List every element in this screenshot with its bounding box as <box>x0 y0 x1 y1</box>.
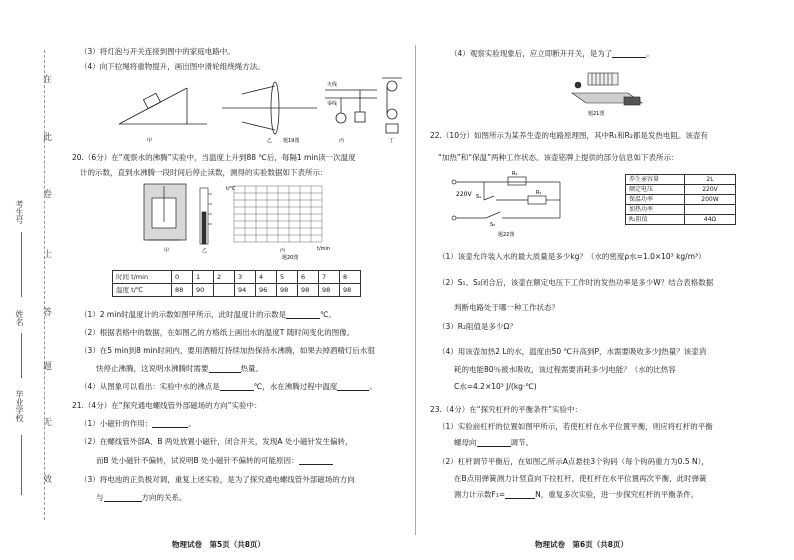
q22-3-text: （3）R₂阻值是多少Ω？ <box>438 322 517 331</box>
spec-value: 200W <box>685 195 736 205</box>
q21-1-end: 。 <box>188 419 196 428</box>
q23-1b-text <box>454 438 533 447</box>
spec-label: 养生壶容量 <box>626 175 685 185</box>
r1-label: R₁ <box>536 190 542 196</box>
answer-blank[interactable] <box>286 310 320 319</box>
fig19-caption: 题19图 <box>283 138 300 144</box>
answer-blank[interactable] <box>505 490 535 499</box>
seal-char: 此 <box>43 133 53 143</box>
q21-2a-text: （2）在螺线管外部A、B 两处放置小磁针，闭合开关，发现A 处小磁针发生偏转， <box>80 437 353 446</box>
q23-2b-text: 在B点用弹簧测力计竖直向下拉杠杆，使杠杆在水平位置再次平衡，此时弹簧 <box>454 474 707 483</box>
table-row <box>626 195 736 205</box>
q21-1-prompt: （1）小磁针的作用： <box>80 419 153 428</box>
school-field[interactable] <box>21 435 22 495</box>
q23-2c-end: N，重复多次实验，进一步探究杠杆的平衡条件。 <box>535 490 699 499</box>
fig20-label-a: 甲 <box>164 248 170 254</box>
page-divider <box>415 45 416 535</box>
fig19-label-b: 乙 <box>267 138 273 144</box>
q20-3b-text <box>96 364 263 373</box>
q20-3b-end: 热量。 <box>240 364 263 373</box>
fig19-label-a: 甲 <box>147 138 153 144</box>
answer-blank[interactable] <box>104 493 142 502</box>
seal-char: 无 <box>43 418 53 428</box>
candidate-number-field[interactable] <box>21 232 22 297</box>
spec-label: 保温功率 <box>626 195 685 205</box>
fig20-label-c: 丙 <box>280 248 286 254</box>
q21-3b-end: 方向的关系。 <box>141 493 187 502</box>
fig19-label-d: 丁 <box>389 138 395 144</box>
table-cell: 5 <box>277 271 298 284</box>
q20-intro-1: 20.（6分）在“观察水的沸腾”实验中，当温度上升到88 ℃后，每隔1 min读一次温度 <box>72 153 356 162</box>
grid-time-axis: t/min <box>317 246 331 252</box>
table-cell: 98 <box>298 284 319 297</box>
table-cell: 4 <box>256 271 277 284</box>
table-cell: 1 <box>193 271 214 284</box>
fig22-caption: 题22图 <box>498 232 515 238</box>
thermometer-diagram <box>200 188 212 244</box>
q21-3b-text <box>96 493 187 502</box>
answer-blank[interactable] <box>299 456 333 465</box>
binding-strip <box>0 0 62 560</box>
q20-4-end: 。 <box>369 382 377 391</box>
table-cell: 0 <box>172 271 193 284</box>
s1-label: S₁ <box>476 194 482 200</box>
q23-1a-text: （1）实验前杠杆的位置如图甲所示，若使杠杆在水平位置平衡，则应将杠杆的平衡 <box>438 422 713 431</box>
pulley-diagram <box>382 78 402 133</box>
q22-4b-text: 耗的电能80％被水吸收，该过程需要消耗多少J电能？（水的比热容 <box>454 365 676 374</box>
r2-label: R₂ <box>512 171 518 177</box>
name-label: 姓名 <box>15 310 24 326</box>
q20-2-text: （2）根据表格中的数据，在如图乙的方格纸上画出水的温度T 随时间变化的图像。 <box>80 328 355 337</box>
seal-char: 在 <box>43 75 53 85</box>
page-6-footer: 物理试卷 第6页（共8页） <box>535 540 628 549</box>
kettle-spec-table <box>625 174 736 225</box>
q23-2c-text <box>454 490 698 499</box>
q20-4-text <box>80 382 377 391</box>
q23-1b-prompt: 螺母向 <box>454 438 477 447</box>
grid-temp-axis: t/℃ <box>226 186 236 192</box>
q22-intro-2: “加热”和“保温”两种工作状态。该壶铭牌上提供的部分信息如下表所示： <box>438 153 679 162</box>
q21-2b-text <box>96 456 333 465</box>
answer-blank[interactable] <box>337 382 369 391</box>
spec-value: 220V <box>685 185 736 195</box>
school-label: 毕业学校 <box>15 390 24 422</box>
seal-line <box>44 50 45 520</box>
name-field[interactable] <box>21 333 22 378</box>
spec-label: 加热功率 <box>626 205 685 215</box>
seal-char: 卷 <box>43 190 53 200</box>
table-cell-blank[interactable] <box>214 284 235 297</box>
page-5 <box>62 0 412 560</box>
temperature-table <box>112 270 361 297</box>
q22-intro-1: 22.（10分）如图所示为某养生壶的电路原理图，其中R₁和R₂都是发热电阻。该壶有 <box>430 131 708 140</box>
seal-char: 效 <box>43 475 53 485</box>
table-cell: 8 <box>340 271 361 284</box>
fig21-caption: 题21图 <box>588 111 605 117</box>
q20-1-unit: ℃。 <box>320 310 337 319</box>
seal-char: 题 <box>43 362 53 372</box>
live-wire-label: 火线 <box>327 82 338 88</box>
q21-intro: 21.（4分）在“探究通电螺线管外部磁场的方向”实验中： <box>72 401 262 410</box>
figure-20 <box>142 182 342 260</box>
apparatus-diagram <box>144 184 186 240</box>
table-cell: 7 <box>319 271 340 284</box>
seal-char: 上 <box>43 250 53 260</box>
lens-diagram <box>222 82 317 134</box>
q20-3b-prompt: 快停止沸腾，这说明水沸腾时需要 <box>96 364 209 373</box>
table-row <box>626 215 736 225</box>
q22-2a-text: （2）S₁、S₂闭合后，该壶在额定电压下工作时的发热功率是多少W？结合表格数据 <box>438 278 714 287</box>
q22-2b-text: 判断电路处于哪一种工作状态？ <box>454 303 559 312</box>
figure-19 <box>117 74 407 146</box>
q19-3-text: （3）将灯泡与开关连接到图中的家庭电路中。 <box>80 47 235 56</box>
seal-char: 答 <box>43 308 53 318</box>
q21-4-text <box>450 49 654 58</box>
q20-1-prompt: （1）2 min时温度计的示数如图甲所示，此时温度计的示数是 <box>80 310 287 319</box>
spec-value: 2L <box>685 175 736 185</box>
q23-1b-end: 调节。 <box>510 438 533 447</box>
table-cell: 96 <box>256 284 277 297</box>
q19-4-text: （4）向下拉绳将重物提升，画出图中滑轮组绕绳方法。 <box>80 62 265 71</box>
q23-intro: 23.（4分）在“探究杠杆的平衡条件”实验中： <box>430 405 582 414</box>
answer-blank[interactable] <box>152 419 188 428</box>
table-cell: 6 <box>298 271 319 284</box>
neutral-wire-label: 零线 <box>327 101 338 107</box>
table-row <box>113 271 361 284</box>
table-cell: 90 <box>193 284 214 297</box>
table-cell: 94 <box>235 284 256 297</box>
voltage-label: 220V <box>456 191 472 198</box>
spec-value: 44Ω <box>685 215 736 225</box>
table-cell: 98 <box>319 284 340 297</box>
table-cell: 98 <box>277 284 298 297</box>
kettle-circuit <box>452 177 560 220</box>
q20-intro-2: 计的示数，直到水沸腾一段时间后停止读数，测得的实验数据如下表所示： <box>80 168 328 177</box>
answer-blank[interactable] <box>209 364 241 373</box>
fig19-label-c: 丙 <box>339 138 345 144</box>
q23-2c-prompt: 测力计示数F₁= <box>454 490 506 499</box>
figure-21 <box>568 63 648 117</box>
q21-2b-prompt: 而B 处小磁针不偏转，试说明B 处小磁针不偏转的可能原因： <box>96 456 299 465</box>
answer-blank[interactable] <box>477 438 511 447</box>
page-6 <box>420 0 794 560</box>
q21-4-prompt: （4）观察实验现象后，应立即断开开关，是为了 <box>450 49 613 58</box>
table-row <box>626 185 736 195</box>
candidate-number-label: 考生号 <box>15 200 24 224</box>
spec-value-blank[interactable] <box>685 205 736 215</box>
incline-diagram <box>119 88 207 124</box>
q20-4-prompt: （4）从图象可以看出：实验中水的沸点是 <box>80 382 220 391</box>
table-header: 时间 t/min <box>113 271 172 284</box>
table-cell: 98 <box>340 284 361 297</box>
q23-2a-text: （2）杠杆调节平衡后，在如图乙所示A点悬挂3个钩码（每个钩码重力为0.5 N）， <box>438 457 709 466</box>
q21-3a-text: （3）将电池的正负极对调，重复上述实验，是为了探究通电螺线管外部磁场的方向 <box>80 475 355 484</box>
q21-4-end: 。 <box>646 49 654 58</box>
q22-4c-text: C水=4.2×10³ J/(kg·℃) <box>454 382 537 391</box>
q21-3b-prompt: 与 <box>96 493 104 502</box>
grid-paper <box>234 186 322 242</box>
q20-4-mid: ℃，水在沸腾过程中温度 <box>253 382 338 391</box>
page-5-footer: 物理试卷 第5页（共8页） <box>172 540 265 549</box>
answer-blank[interactable] <box>612 49 646 58</box>
solenoid-apparatus <box>572 73 642 105</box>
q20-1-text <box>80 310 336 319</box>
fig20-label-b: 乙 <box>202 248 208 254</box>
table-row <box>113 284 361 297</box>
spec-label: 额定电压 <box>626 185 685 195</box>
fig20-caption: 题20图 <box>282 255 299 260</box>
q20-3a-text: （3）在5 min到8 min时间内，要用酒精灯持续加热保持水沸腾，如果去掉酒精灯后水很 <box>80 346 375 355</box>
table-cell: 3 <box>235 271 256 284</box>
q21-1-text <box>80 419 196 428</box>
table-cell: 88 <box>172 284 193 297</box>
s2-label: S₂ <box>490 222 496 228</box>
table-header: 温度 t/℃ <box>113 284 172 297</box>
answer-blank[interactable] <box>220 382 254 391</box>
spec-label: R₁阻值 <box>626 215 685 225</box>
q22-4a-text: （4）用该壶加热2 L的水，温度由50 ℃升高到P，水需要吸收多少J热量？该壶消 <box>438 347 707 356</box>
table-cell: 2 <box>214 271 235 284</box>
table-row <box>626 175 736 185</box>
table-row <box>626 205 736 215</box>
figure-22 <box>448 168 568 240</box>
q22-1-text: （1）该壶允许装入水的最大质量是多少kg？（水的密度ρ水=1.0×10³ kg/m³） <box>438 252 706 261</box>
